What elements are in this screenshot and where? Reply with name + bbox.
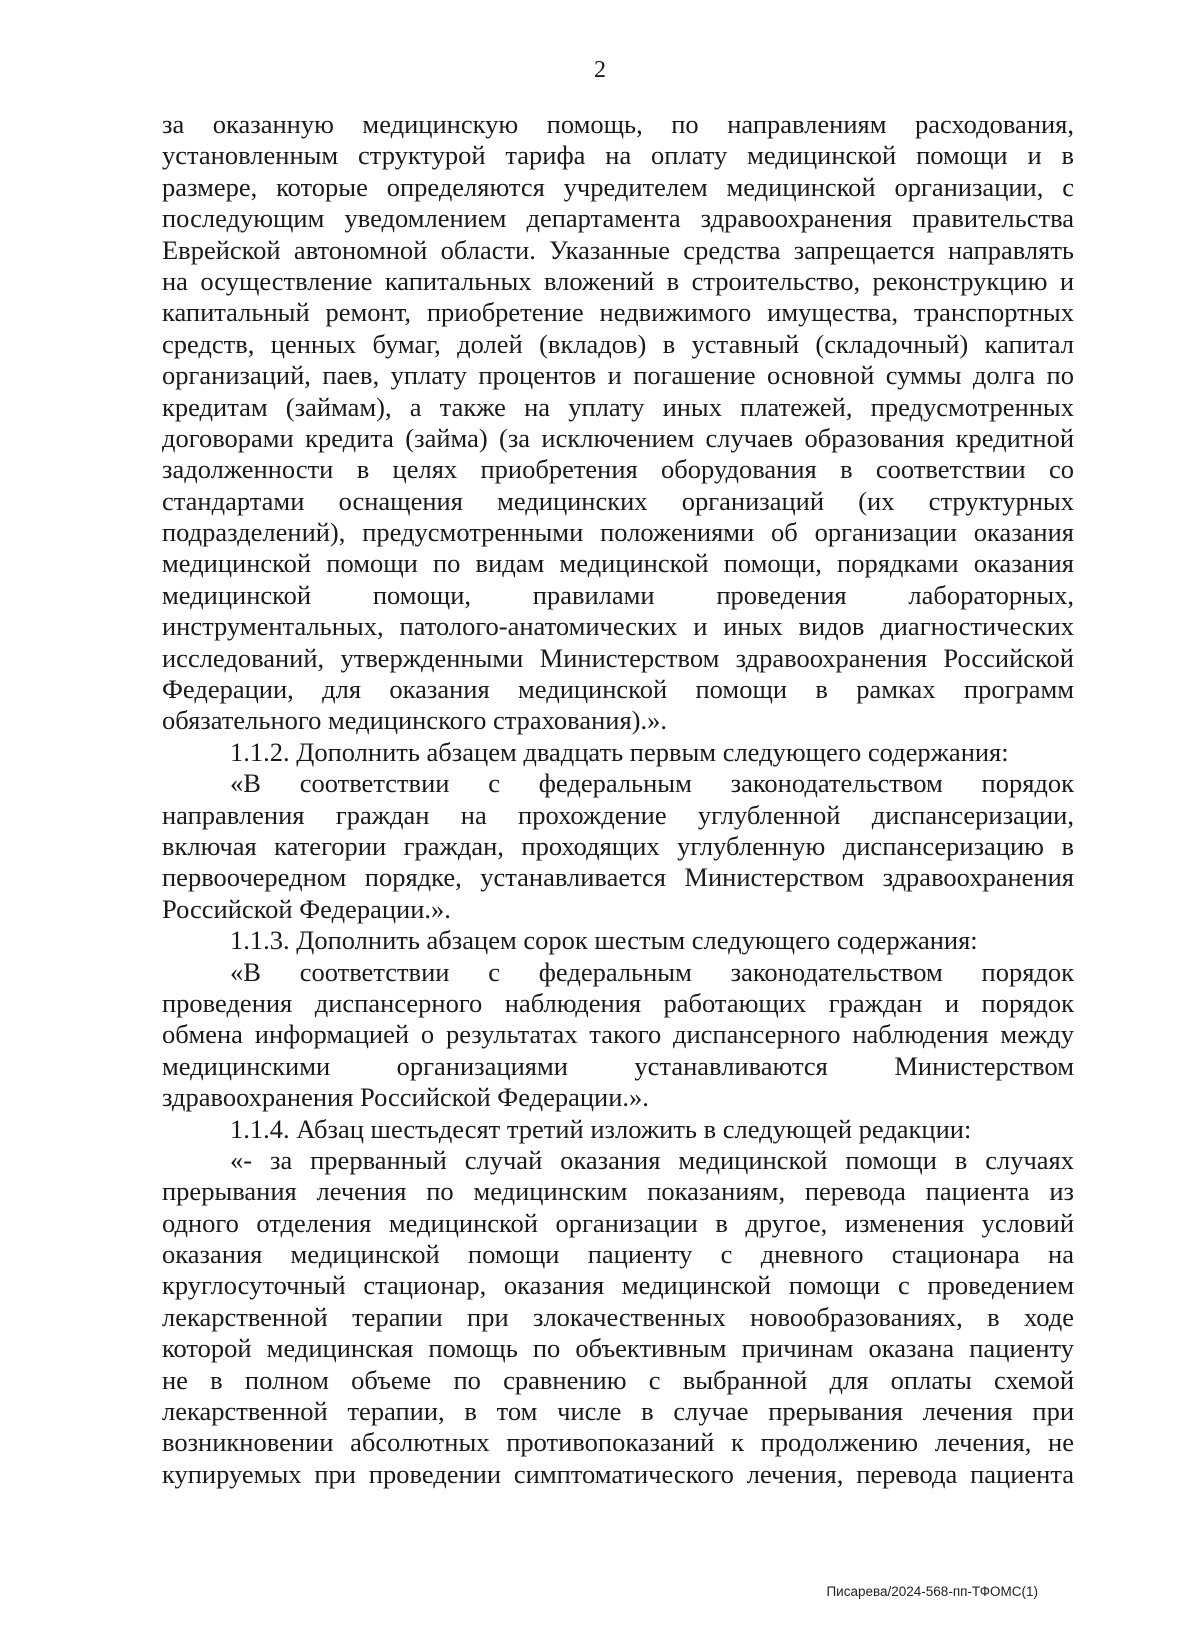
text-line: медицинскими организациями устанавливаются Министерством: [162, 1050, 1074, 1081]
text-line: лекарственной терапии при злокачественных новообразованиях, в ходе: [162, 1301, 1074, 1332]
text-line: размере, которые определяются учредителем медицинской организации, с: [162, 171, 1074, 202]
text-line: кредитам (займам), а также на уплату иных платежей, предусмотренных: [162, 391, 1074, 422]
text-line: обмена информацией о результатах такого диспансерного наблюдения между: [162, 1019, 1074, 1050]
text-line: «В соответствии с федеральным законодательством порядок: [230, 956, 1074, 987]
text-line: направления граждан на прохождение углубленной диспансеризации,: [162, 799, 1074, 830]
text-line: включая категории граждан, проходящих углубленную диспансеризацию в: [162, 830, 1074, 861]
text-line: средств, ценных бумаг, долей (вкладов) в уставный (складочный) капитал: [162, 328, 1074, 359]
text-line: на осуществление капитальных вложений в строительство, реконструкцию и: [162, 265, 1074, 296]
text-line: медицинской помощи, правилами проведения лабораторных,: [162, 579, 1074, 610]
text-line: купируемых при проведении симптоматического лечения, перевода пациента: [162, 1458, 1074, 1489]
text-line: инструментальных, патолого-анатомических и иных видов диагностических: [162, 611, 1074, 642]
text-line: Федерации, для оказания медицинской помощи в рамках программ: [162, 674, 1074, 705]
text-line: обязательного медицинского страхования).».: [162, 705, 667, 736]
text-line: 1.1.3. Дополнить абзацем сорок шестым следующего содержания:: [230, 925, 978, 956]
text-line: «- за прерванный случай оказания медицинской помощи в случаях: [230, 1144, 1074, 1175]
text-line: не в полном объеме по сравнению с выбранной для оплаты схемой: [162, 1364, 1074, 1395]
text-line: 1.1.2. Дополнить абзацем двадцать первым следующего содержания:: [230, 736, 1009, 767]
text-line: прерывания лечения по медицинским показаниям, перевода пациента из: [162, 1176, 1074, 1207]
page-number: 2: [594, 57, 606, 83]
text-line: круглосуточный стационар, оказания медицинской помощи с проведением: [162, 1270, 1074, 1301]
document-body: [162, 109, 1074, 1490]
text-line: возникновении абсолютных противопоказаний к продолжению лечения, не: [162, 1427, 1074, 1458]
text-line: Российской Федерации.».: [162, 893, 451, 924]
text-line: исследований, утвержденными Министерством здравоохранения Российской: [162, 642, 1074, 673]
text-line: последующим уведомлением департамента здравоохранения правительства: [162, 203, 1074, 234]
text-line: которой медицинская помощь по объективным причинам оказана пациенту: [162, 1333, 1074, 1364]
text-line: медицинской помощи по видам медицинской помощи, порядками оказания: [162, 548, 1074, 579]
text-line: лекарственной терапии, в том числе в случае прерывания лечения при: [162, 1396, 1074, 1427]
text-line: «В соответствии с федеральным законодательством порядок: [230, 768, 1074, 799]
text-line: Еврейской автономной области. Указанные средства запрещается направлять: [162, 234, 1074, 265]
text-line: организаций, паев, уплату процентов и погашение основной суммы долга по: [162, 360, 1074, 391]
text-line: проведения диспансерного наблюдения работающих граждан и порядок: [162, 987, 1074, 1018]
text-line: 1.1.4. Абзац шестьдесят третий изложить в следующей редакции:: [230, 1113, 972, 1144]
text-line: капитальный ремонт, приобретение недвижимого имущества, транспортных: [162, 297, 1074, 328]
footer-reference: Писарева/2024-568-пп-ТФОМС(1): [826, 1584, 1038, 1599]
text-line: одного отделения медицинской организации в другое, изменения условий: [162, 1207, 1074, 1238]
text-line: за оказанную медицинскую помощь, по направлениям расходования,: [162, 109, 1074, 139]
text-line: первоочередном порядке, устанавливается Министерством здравоохранения: [162, 862, 1074, 893]
text-line: договорами кредита (займа) (за исключением случаев образования кредитной: [162, 422, 1074, 453]
text-line: подразделений), предусмотренными положениями об организации оказания: [162, 517, 1074, 548]
text-line: установленным структурой тарифа на оплату медицинской помощи и в: [162, 140, 1074, 171]
text-line: оказания медицинской помощи пациенту с дневного стационара на: [162, 1239, 1074, 1270]
text-line: задолженности в целях приобретения оборудования в соответствии со: [162, 454, 1074, 485]
text-line: стандартами оснащения медицинских организаций (их структурных: [162, 485, 1074, 516]
text-line: здравоохранения Российской Федерации.».: [162, 1082, 649, 1113]
